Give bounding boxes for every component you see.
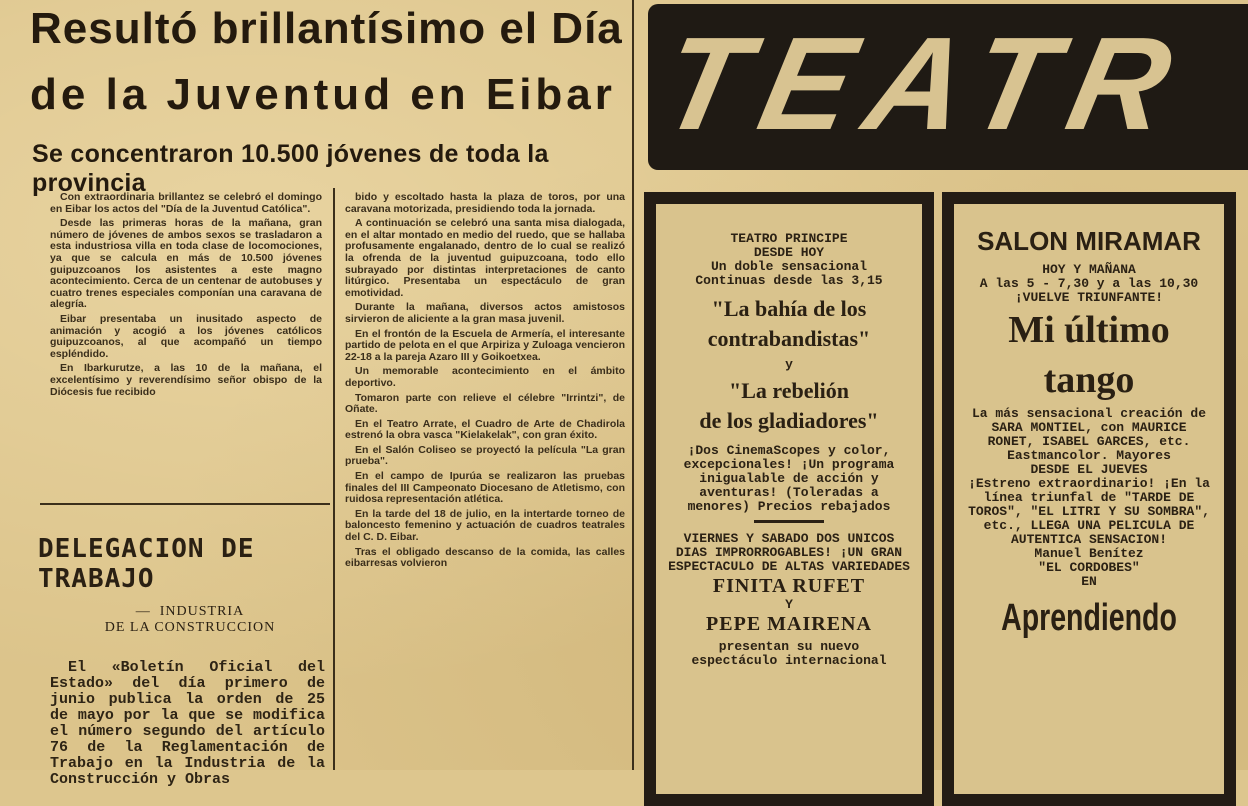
principe-film-1-cont: contrabandistas" [707, 326, 871, 351]
miramar-dates: HOY Y MAÑANA [1042, 262, 1136, 277]
article-paragraph: Tomaron parte con relieve el célebre "Irrintzi", de Oñate. [345, 391, 625, 416]
miramar-star: Manuel Benítez [1034, 546, 1144, 561]
salon-miramar-ad [942, 192, 1236, 806]
section-subtitle [60, 604, 320, 636]
principe-feature: Un doble sensacional [710, 259, 868, 274]
article-paragraph: En el Teatro Arrate, el Cuadro de Arte de Chadirola estrenó la obra vasca "Kielakelak", con gran éxito. [345, 417, 625, 442]
article-paragraph: bido y escoltado hasta la plaza de toros, por una caravana motorizada, presidiendo toda la jornada. [345, 191, 625, 215]
miramar-film-2: Aprendiendo [1001, 597, 1177, 639]
miramar-estreno: ¡Estreno extraordinario! ¡En la línea triunfal de "TARDE DE TOROS", "EL LITRI Y SU SOMBRA", etc., LLEGA UNA PELICULA DE AUTENTICA SENSACION! [968, 476, 1210, 547]
section-title: DELEGACION DE TRABAJO [38, 534, 255, 594]
article-column-1 [50, 192, 322, 497]
principe-artist-1: FINITA RUFET [712, 575, 866, 597]
principe-and: y [785, 357, 793, 372]
article-paragraph: En el campo de Ipurúa se realizaron las pruebas finales del III Campeonato Diocesano de Atletismo, con ruidosa representación atlética. [345, 470, 625, 506]
page-divider [632, 0, 634, 770]
principe-date: DESDE HOY [753, 245, 825, 260]
article-paragraph: En la tarde del 18 de julio, en la intertarde torneo de baloncesto femenino y actuación de cuadros teatrales del C. D. Eibar. [345, 507, 625, 544]
miramar-en: EN [1081, 574, 1097, 589]
miramar-desde: DESDE EL JUEVES [1030, 462, 1148, 477]
article-paragraph: Con extraordinaria brillantez se celebró el domingo en Eibar los actos del "Día de la Juventud Católica". [50, 191, 322, 215]
miramar-film-cont: tango [1043, 359, 1135, 401]
article-paragraph: A continuación se celebró una santa misa dialogada, en el altar montado en medio del ruedo, que se hallaba profusamente engalanado, dentro de lo cual se realizó la ofrenda de la juventud guipuzcoana, todo ello subrayado por distintas interpretaciones de canto litúrgico. Presentaba un espectáculo de gran emotividad. [345, 217, 625, 299]
principe-film-2: "La rebelión [729, 378, 849, 403]
article-paragraph: En Ibarkurutze, a las 10 de la mañana, el excelentísimo y reverendísimo señor obispo de la Diócesis fue recibido [50, 362, 322, 398]
teatro-principe-ad [644, 192, 934, 806]
principe-footer: presentan su nuevo espectáculo internacional [691, 639, 887, 668]
principe-artist-2: PEPE MAIRENA [706, 613, 872, 635]
section-dash: — [135, 604, 151, 619]
section-divider [40, 503, 330, 505]
miramar-title: SALON MIRAMAR [977, 226, 1201, 256]
section-subtitle-1: INDUSTRIA [159, 604, 245, 619]
section-subtitle-2: DE LA CONSTRUCCION [104, 620, 276, 635]
boletin-paragraph: El «Boletín Oficial del Estado» del día primero de junio publica la orden de 25 de mayo por la que se modifica el número segundo del artículo 76 de la Reglamentación de Trabajo en la Industria de la Construcción y Obras [50, 659, 325, 788]
article-paragraph: Un memorable acontecimiento en el ámbito deportivo. [345, 365, 625, 389]
miramar-nick: "EL CORDOBES" [1038, 560, 1140, 575]
miramar-film: Mi último [1008, 309, 1170, 351]
column-divider [333, 188, 335, 770]
subheadline: Se concentraron 10.500 jóvenes de toda la provincia [32, 140, 549, 197]
article-paragraph: En el frontón de la Escuela de Armería, el interesante partido de pelota en el que Arpiriza y Zuloaga vencieron 22-18 a la pareja Azaro III y Goikoetxea. [345, 327, 625, 363]
miramar-vuelve: ¡VUELVE TRIUNFANTE! [1014, 290, 1164, 305]
article-paragraph: Durante la mañana, diversos actos amistosos sirvieron de aliciente a la gran masa juvenil. [345, 301, 625, 325]
article-paragraph: Desde las primeras horas de la mañana, gran número de jóvenes de ambos sexos se trasladaron a esta industriosa villa en toda clase de locomociones, ya que se calcula en más de 10.500 jóvenes guipuzcoanos los asistentes a este magno acontecimiento. Cerca de un centenar de autobuses y cuatro trenes especiales componían una caravana de alegría. [50, 217, 322, 311]
principe-film-1: "La bahía de los [711, 296, 867, 321]
principe-viernes: VIERNES Y SABADO DOS UNICOS DIAS IMPRORROGABLES! ¡UN GRAN ESPECTACULO DE ALTAS VARIEDADES [668, 531, 910, 574]
miramar-description: La más sensacional creación de SARA MONTIEL, con MAURICE RONET, ISABEL GARCES, etc. Eastmancolor. Mayores [971, 406, 1207, 463]
article-paragraph: En el Salón Coliseo se proyectó la película "La gran prueba". [345, 443, 625, 468]
miramar-schedule: A las 5 - 7,30 y a las 10,30 [979, 276, 1199, 291]
article-paragraph: Eibar presentaba un inusitado aspecto de animación y acogió a los jóvenes católicos guipuzcoanos, al que acompañó un tiempo espléndido. [50, 312, 322, 360]
teatro-banner-title: TEATR [649, 10, 1201, 157]
headline-line-2: de la Juventud en Eibar [30, 70, 616, 119]
article-paragraph: Tras el obligado descanso de la comida, las calles eibarresas volvieron [345, 545, 625, 570]
principe-schedule: Continuas desde las 3,15 [695, 273, 883, 288]
principe-film-2-cont: de los gladiadores" [699, 408, 879, 433]
principe-promo: ¡Dos CinemaScopes y color, excepcionales! ¡Un programa inigualable de acción y aventuras! (Toleradas a menores) Precios rebajados [683, 443, 895, 514]
headline-line-1: Resultó brillantísimo el Día [30, 4, 623, 53]
principe-venue: TEATRO PRINCIPE [730, 231, 848, 246]
principe-and-2: Y [785, 597, 793, 612]
article-column-2 [345, 192, 625, 770]
principe-separator [754, 520, 824, 523]
